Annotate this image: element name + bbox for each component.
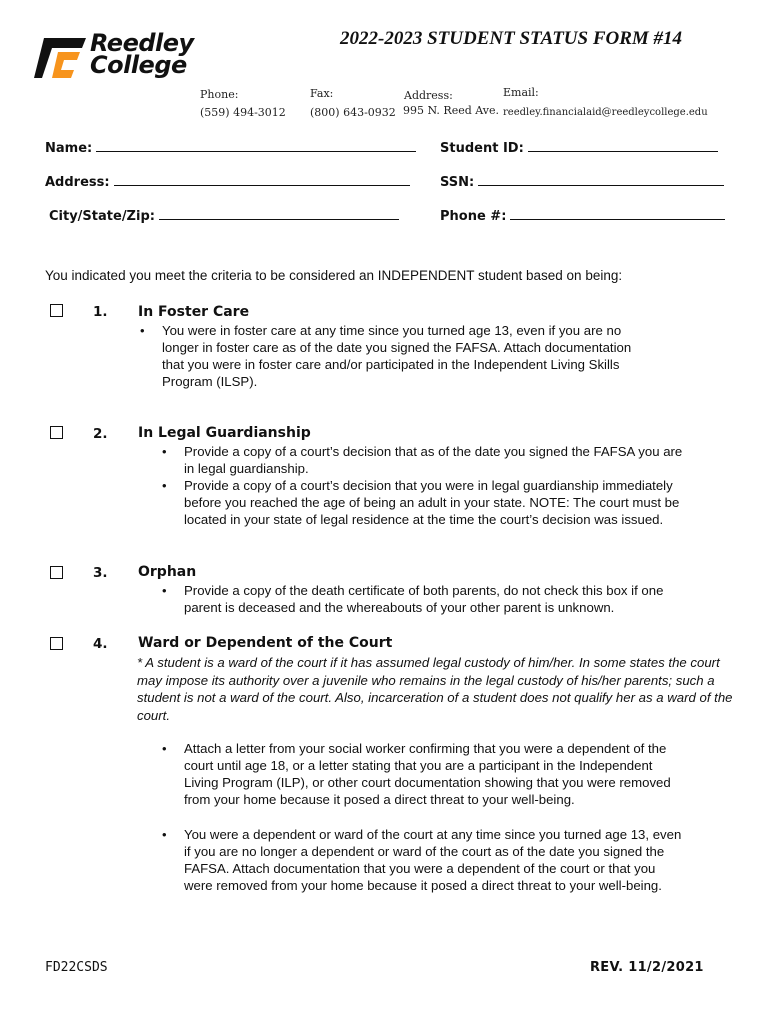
legal-guardianship-checkbox[interactable]: [50, 426, 63, 439]
name-blank-line[interactable]: [96, 139, 416, 152]
reedley-college-logo: [34, 29, 224, 84]
list-item: • Provide a copy of a court’s decision that as of the date you signed the FAFSA you are in legal guardianship.: [162, 443, 684, 477]
ssn-label: SSN:: [440, 175, 475, 190]
student-id-field[interactable]: [440, 139, 718, 156]
contact-fax-label: Fax:: [310, 87, 334, 100]
name-field[interactable]: [45, 139, 416, 156]
reedley-college-logo-icon: [34, 34, 88, 82]
address-label: Address:: [45, 175, 110, 190]
section-2-number: 2.: [93, 426, 108, 442]
address-field[interactable]: [45, 173, 410, 190]
orphan-checkbox[interactable]: [50, 566, 63, 579]
contact-fax-value: (800) 643-0932: [310, 106, 396, 119]
name-label: Name:: [45, 141, 93, 156]
list-item: • You were a dependent or ward of the court at any time since you turned age 13, even if you are no longer a dependent or ward of the court as of the date you signed the FAFSA. Attach documentation that you were a dependent of the court or that you were removed from your home because it posed a direct threat to your well-being.: [162, 826, 682, 894]
list-item: • Provide a copy of a court’s decision that you were in legal guardianship immediately before you reached the age of being an adult in your state. NOTE: The court must be located in your state of legal residence at the time the court’s decision was issued.: [162, 477, 684, 528]
section-4-number: 4.: [93, 636, 108, 652]
list-item: • Provide a copy of the death certificate of both parents, do not check this box if one parent is deceased and the whereabouts of your other parent is unknown.: [162, 582, 674, 616]
section-4-title: Ward or Dependent of the Court: [138, 635, 393, 651]
logo-line-1: Reedley: [90, 29, 194, 57]
address-blank-line[interactable]: [114, 173, 410, 186]
phone-blank-line[interactable]: [510, 207, 725, 220]
contact-address-value: 995 N. Reed Ave.: [403, 104, 499, 117]
section-1-bullets: [140, 322, 650, 390]
contact-address-label: Address:: [404, 89, 453, 102]
student-id-blank-line[interactable]: [528, 139, 718, 152]
section-4-bullets: [162, 740, 682, 894]
contact-email-label: Email:: [503, 86, 539, 99]
section-1-number: 1.: [93, 304, 108, 320]
form-code: FD22CSDS: [45, 960, 108, 975]
phone-label: Phone #:: [440, 209, 507, 224]
section-3-number: 3.: [93, 565, 108, 581]
section-1-title: In Foster Care: [138, 304, 250, 320]
section-3-bullets: [162, 582, 674, 616]
foster-care-checkbox[interactable]: [50, 304, 63, 317]
section-2-bullets: [162, 443, 684, 528]
revision-date: REV. 11/2/2021: [590, 960, 704, 975]
intro-text: You indicated you meet the criteria to be considered an INDEPENDENT student based on being:: [45, 268, 623, 283]
logo-wordmark: [90, 29, 194, 79]
ward-definition-note: * A student is a ward of the court if it has assumed legal custody of him/her. In some states the court may impose its authority over a juvenile who remains in the legal custody of his/her parents; such a student is not a ward of the court. Also, incarceration of a student does not qualify her as a ward of the court.: [137, 655, 733, 723]
student-id-label: Student ID:: [440, 141, 524, 156]
section-3-title: Orphan: [138, 564, 197, 580]
ssn-blank-line[interactable]: [478, 173, 724, 186]
city-state-zip-blank-line[interactable]: [159, 207, 399, 220]
phone-field[interactable]: [440, 207, 725, 224]
city-state-zip-label: City/State/Zip:: [49, 209, 155, 224]
form-title: 2022-2023 STUDENT STATUS FORM #14: [340, 28, 683, 49]
list-item: • You were in foster care at any time since you turned age 13, even if you are no longer in foster care as of the date you signed the FAFSA. Attach documentation that you were in foster care and/or participated in the Independent Living Skills Program (ILSP).: [140, 322, 650, 390]
city-state-zip-field[interactable]: [49, 207, 399, 224]
list-item: • Attach a letter from your social worker confirming that you were a dependent of the court until age 18, or a letter stating that you are a participant in the Independent Living Program (ILP), or other court documentation showing that you were removed from your home because it posed a direct threat to your well-being.: [162, 740, 682, 808]
contact-email-value: reedley.financialaid@reedleycollege.edu: [503, 107, 708, 118]
section-2-title: In Legal Guardianship: [138, 425, 311, 441]
ward-of-court-checkbox[interactable]: [50, 637, 63, 650]
ssn-field[interactable]: [440, 173, 724, 190]
contact-phone-value: (559) 494-3012: [200, 106, 286, 119]
logo-line-2: College: [90, 51, 187, 79]
contact-phone-label: Phone:: [200, 88, 239, 101]
